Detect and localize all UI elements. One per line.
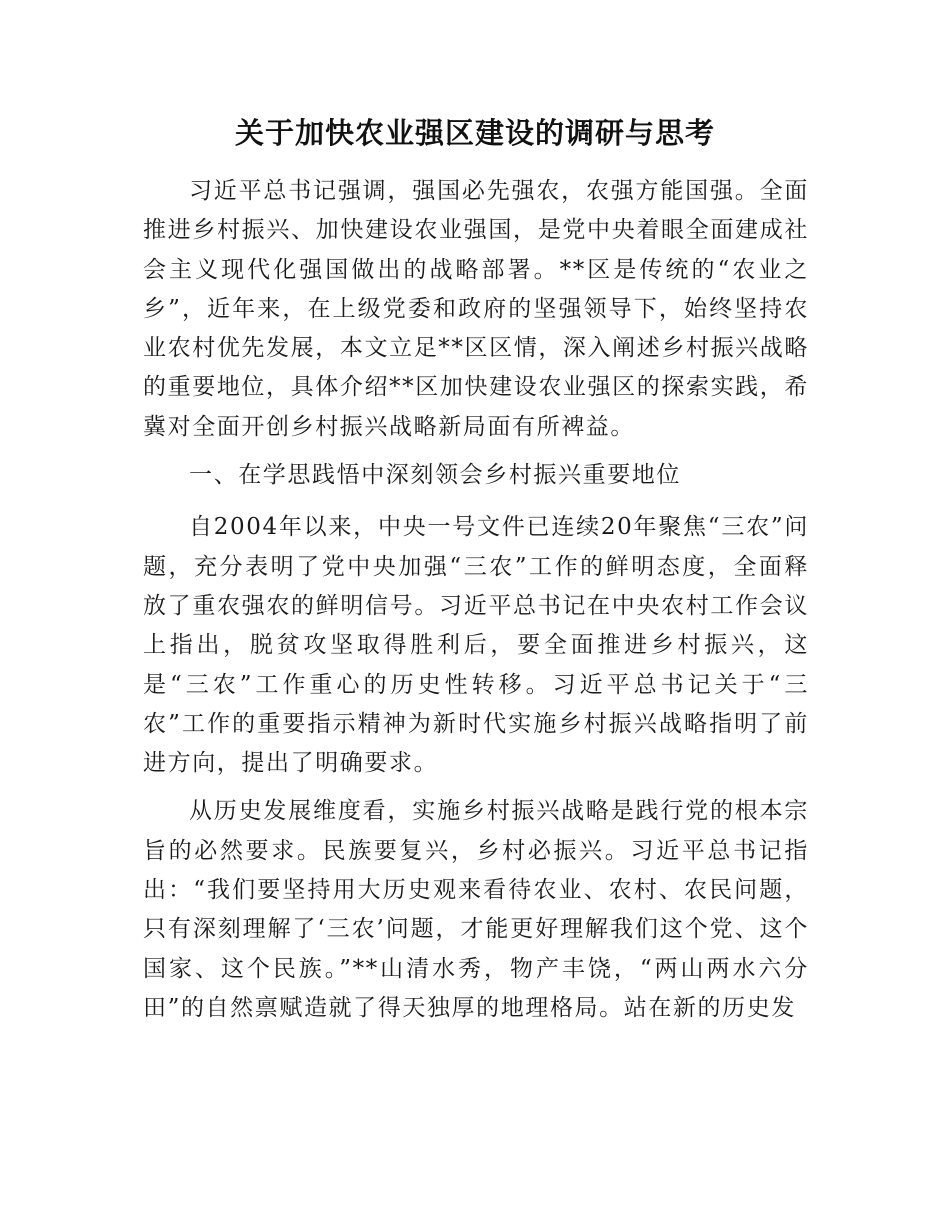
document-title: 关于加快农业强区建设的调研与思考 [234, 116, 715, 150]
paragraph-intro: 习近平总书记强调，强国必先强农，农强方能国强。全面推进乡村振兴、加快建设农业强国，是党中央着眼全面建成社会主义现代化强国做出的战略部署。**区是传统的“农业之乡”，近年来，在上级党委和政府的坚强领导下，始终坚持农业农村优先发展，本文立足**区区情，深入阐述乡村振兴战略的重要地位，具体介绍**区加快建设农业强区的探索实践，希冀对全面开创乡村振兴战略新局面有所裨益。 [143, 178, 809, 440]
document-body [143, 172, 809, 1037]
section-heading-1: 一、在学思践悟中深刻领会乡村振兴重要地位 [189, 462, 681, 489]
paragraph-history-dimension: 从历史发展维度看，实施乡村振兴战略是践行党的根本宗旨的必然要求。民族要复兴，乡村必振兴。习近平总书记指出：“我们要坚持用大历史观来看待农业、农村、农民问题，只有深刻理解了‘三农’问题，才能更好理解我们这个党、这个国家、这个民族。”**山清水秀，物产丰饶，“两山两水六分田”的自然禀赋造就了得天独厚的地理格局。站在新的历史发 [143, 798, 809, 1021]
paragraph-no1-document: 自2004年以来，中央一号文件已连续20年聚焦“三农”问题，充分表明了党中央加强“三农”工作的鲜明态度，全面释放了重农强农的鲜明信号。习近平总书记在中央农村工作会议上指出，脱贫攻坚取得胜利后，要全面推进乡村振兴，这是“三农”工作重心的历史性转移。习近平总书记关于“三农”工作的重要指示精神为新时代实施乡村振兴战略指明了前进方向，提出了明确要求。 [143, 514, 809, 777]
